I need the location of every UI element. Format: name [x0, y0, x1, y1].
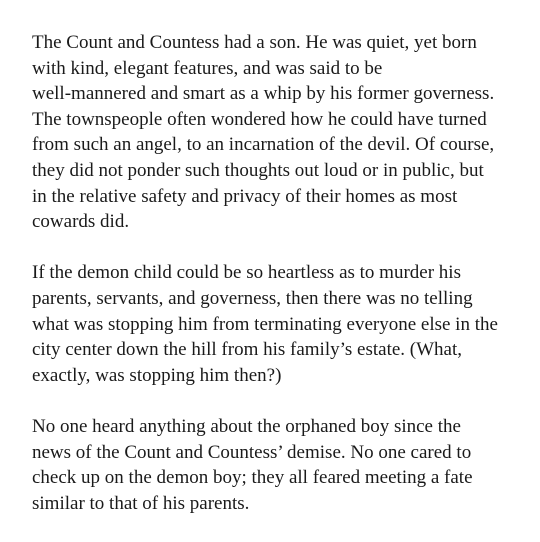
document-body: [32, 30, 512, 542]
text-line: If the demon child could be so heartless as to murder his: [32, 262, 461, 284]
text-line: The townspeople often wondered how he could have turned: [32, 108, 487, 130]
text-line: in the relative safety and privacy of their homes as most: [32, 185, 458, 207]
paragraph-3: [32, 414, 512, 516]
text-line: parents, servants, and governess, then there was no telling: [32, 287, 473, 309]
text-line: what was stopping him from terminating everyone else in the: [32, 313, 498, 335]
text-line: exactly, was stopping him then?): [32, 364, 282, 386]
text-line: they did not ponder such thoughts out loud or in public, but: [32, 159, 484, 181]
text-line: cowards did.: [32, 211, 130, 233]
paragraph-2: [32, 260, 512, 388]
text-line: news of the Count and Countess’ demise. No one cared to: [32, 441, 472, 463]
text-line: The Count and Countess had a son. He was quiet, yet born: [32, 32, 477, 53]
text-line: similar to that of his parents.: [32, 492, 250, 514]
text-line: city center down the hill from his family’s estate. (What,: [32, 339, 463, 361]
text-line: well-mannered and smart as a whip by his former governess.: [32, 83, 495, 105]
text-line: with kind, elegant features, and was said to be: [32, 57, 383, 79]
text-line: check up on the demon boy; they all feared meeting a fate: [32, 467, 473, 489]
paragraph-1: [32, 30, 512, 235]
text-line: No one heard anything about the orphaned boy since the: [32, 415, 461, 437]
text-line: from such an angel, to an incarnation of the devil. Of course,: [32, 134, 495, 156]
